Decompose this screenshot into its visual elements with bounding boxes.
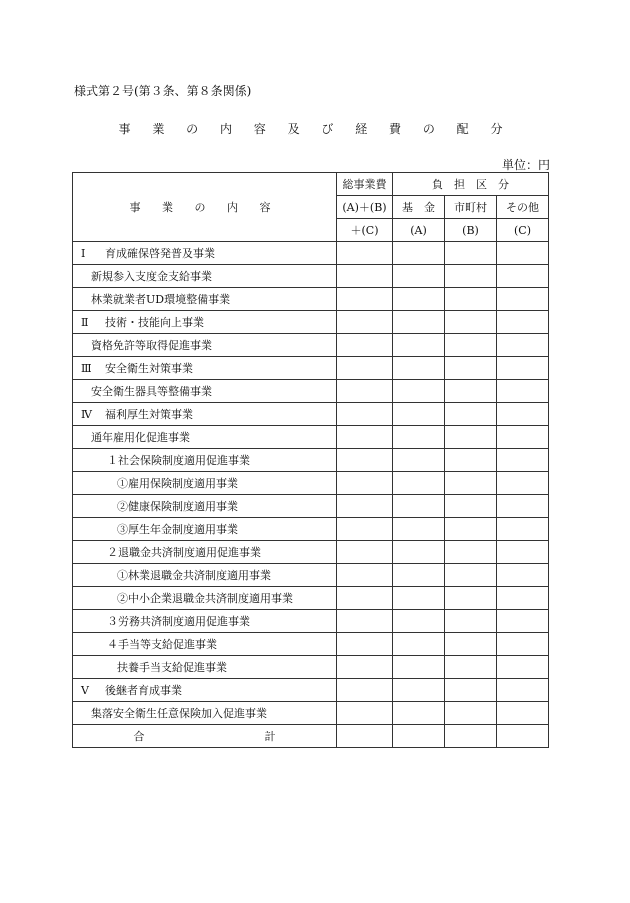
amount-cell bbox=[497, 242, 549, 265]
row-label-cell bbox=[73, 518, 337, 541]
row-label-cell bbox=[73, 610, 337, 633]
table-row bbox=[73, 334, 549, 357]
amount-cell bbox=[337, 472, 393, 495]
header-row-1 bbox=[73, 173, 549, 196]
row-label-text: 技術・技能向上事業 bbox=[105, 316, 204, 329]
row-label bbox=[73, 475, 336, 491]
table-row bbox=[73, 495, 549, 518]
row-label-text: ①林業退職金共済制度適用事業 bbox=[117, 569, 271, 582]
amount-cell bbox=[337, 702, 393, 725]
amount-cell bbox=[445, 633, 497, 656]
amount-cell bbox=[497, 265, 549, 288]
amount-cell bbox=[393, 380, 445, 403]
row-label-text: ①雇用保険制度適用事業 bbox=[117, 477, 238, 490]
amount-cell bbox=[445, 587, 497, 610]
amount-cell bbox=[337, 656, 393, 679]
row-label-cell bbox=[73, 288, 337, 311]
table-row bbox=[73, 633, 549, 656]
table-row bbox=[73, 702, 549, 725]
row-label-cell bbox=[73, 633, 337, 656]
amount-cell bbox=[393, 679, 445, 702]
amount-cell bbox=[337, 265, 393, 288]
amount-cell bbox=[445, 679, 497, 702]
amount-cell bbox=[497, 426, 549, 449]
amount-cell bbox=[497, 334, 549, 357]
amount-cell bbox=[497, 679, 549, 702]
amount-cell bbox=[445, 518, 497, 541]
header-col-c: (C) bbox=[497, 219, 549, 242]
row-label bbox=[73, 682, 336, 698]
header-total-cost: 総事業費 bbox=[337, 173, 393, 196]
row-label-cell bbox=[73, 587, 337, 610]
row-label-text: ③厚生年金制度適用事業 bbox=[117, 523, 238, 536]
row-label-text: 集落安全衛生任意保険加入促進事業 bbox=[91, 707, 267, 720]
row-label bbox=[73, 636, 336, 652]
row-label-text: 安全衛生対策事業 bbox=[105, 362, 193, 375]
amount-cell bbox=[337, 564, 393, 587]
amount-cell bbox=[337, 242, 393, 265]
row-label-text: 新規参入支度金支給事業 bbox=[91, 270, 212, 283]
row-label bbox=[73, 705, 336, 721]
table-row bbox=[73, 541, 549, 564]
row-label bbox=[73, 314, 336, 330]
amount-cell bbox=[337, 403, 393, 426]
row-label bbox=[73, 291, 336, 307]
table-row bbox=[73, 242, 549, 265]
row-label-text: 福利厚生対策事業 bbox=[105, 408, 193, 421]
roman-numeral: Ⅳ bbox=[81, 408, 92, 421]
amount-cell bbox=[445, 656, 497, 679]
row-label-cell bbox=[73, 265, 337, 288]
amount-cell bbox=[497, 518, 549, 541]
row-label bbox=[73, 521, 336, 537]
header-fund: 基 金 bbox=[393, 196, 445, 219]
row-label-text: ２退職金共済制度適用促進事業 bbox=[107, 546, 261, 559]
row-label bbox=[73, 406, 336, 422]
table-row bbox=[73, 518, 549, 541]
amount-cell bbox=[497, 656, 549, 679]
amount-cell bbox=[337, 518, 393, 541]
header-col-a: (A) bbox=[393, 219, 445, 242]
form-number: 様式第２号(第３条、第８条関係) bbox=[74, 84, 252, 98]
amount-cell bbox=[393, 656, 445, 679]
table-row bbox=[73, 564, 549, 587]
amount-cell bbox=[445, 311, 497, 334]
amount-cell bbox=[497, 357, 549, 380]
amount-cell bbox=[393, 334, 445, 357]
table-row bbox=[73, 265, 549, 288]
table-row bbox=[73, 610, 549, 633]
amount-cell bbox=[497, 587, 549, 610]
total-label-cell bbox=[73, 725, 337, 748]
total-row bbox=[73, 725, 549, 748]
row-label bbox=[73, 544, 336, 560]
amount-cell bbox=[393, 541, 445, 564]
row-label-cell bbox=[73, 679, 337, 702]
row-label-cell bbox=[73, 311, 337, 334]
row-label-text: ②中小企業退職金共済制度適用事業 bbox=[117, 592, 293, 605]
amount-cell bbox=[445, 334, 497, 357]
amount-cell bbox=[497, 403, 549, 426]
row-label-cell bbox=[73, 702, 337, 725]
amount-cell bbox=[497, 564, 549, 587]
amount-cell bbox=[337, 610, 393, 633]
amount-cell bbox=[393, 587, 445, 610]
amount-cell bbox=[337, 380, 393, 403]
amount-cell bbox=[393, 311, 445, 334]
row-label-text: 後継者育成事業 bbox=[105, 684, 182, 697]
amount-cell bbox=[497, 495, 549, 518]
amount-cell bbox=[445, 380, 497, 403]
row-label-text: 扶養手当支給促進事業 bbox=[117, 661, 227, 674]
row-label-cell bbox=[73, 380, 337, 403]
unit-label: 単位：円 bbox=[501, 158, 550, 172]
row-label-cell bbox=[73, 472, 337, 495]
amount-cell bbox=[393, 495, 445, 518]
row-label-text: 林業就業者UD環境整備事業 bbox=[91, 293, 231, 306]
amount-cell bbox=[337, 426, 393, 449]
amount-cell bbox=[393, 610, 445, 633]
row-label-cell bbox=[73, 541, 337, 564]
amount-cell bbox=[337, 288, 393, 311]
row-label-cell bbox=[73, 656, 337, 679]
amount-cell bbox=[393, 564, 445, 587]
header-municipality: 市町村 bbox=[445, 196, 497, 219]
amount-cell bbox=[445, 403, 497, 426]
amount-cell bbox=[337, 334, 393, 357]
total-amount-cell bbox=[497, 725, 549, 748]
table-row bbox=[73, 472, 549, 495]
table-row bbox=[73, 357, 549, 380]
amount-cell bbox=[445, 265, 497, 288]
row-label-cell bbox=[73, 403, 337, 426]
amount-cell bbox=[445, 495, 497, 518]
row-label-text: ４手当等支給促進事業 bbox=[107, 638, 217, 651]
amount-cell bbox=[337, 495, 393, 518]
row-label bbox=[73, 613, 336, 629]
total-amount-cell bbox=[337, 725, 393, 748]
amount-cell bbox=[393, 472, 445, 495]
table-row bbox=[73, 311, 549, 334]
table-row bbox=[73, 656, 549, 679]
roman-numeral: Ⅰ bbox=[81, 247, 86, 260]
header-col-b: (B) bbox=[445, 219, 497, 242]
amount-cell bbox=[393, 288, 445, 311]
amount-cell bbox=[445, 357, 497, 380]
roman-numeral: Ⅱ bbox=[81, 316, 89, 329]
row-label bbox=[73, 498, 336, 514]
row-label-cell bbox=[73, 564, 337, 587]
amount-cell bbox=[393, 702, 445, 725]
amount-cell bbox=[497, 380, 549, 403]
amount-cell bbox=[393, 265, 445, 288]
amount-cell bbox=[497, 311, 549, 334]
row-label-cell bbox=[73, 426, 337, 449]
row-label-cell bbox=[73, 357, 337, 380]
row-label-text: １社会保険制度適用促進事業 bbox=[107, 454, 250, 467]
table-row bbox=[73, 679, 549, 702]
table-row bbox=[73, 426, 549, 449]
amount-cell bbox=[393, 518, 445, 541]
row-label bbox=[73, 245, 336, 261]
table-row bbox=[73, 380, 549, 403]
total-label-left: 合 bbox=[133, 730, 145, 743]
amount-cell bbox=[393, 242, 445, 265]
total-label-right: 計 bbox=[264, 730, 276, 743]
amount-cell bbox=[445, 564, 497, 587]
amount-cell bbox=[393, 403, 445, 426]
header-content bbox=[73, 173, 337, 242]
row-label bbox=[73, 590, 336, 606]
amount-cell bbox=[445, 242, 497, 265]
amount-cell bbox=[497, 702, 549, 725]
header-content-label: 事 業 の 内 容 bbox=[129, 201, 280, 214]
row-label-cell bbox=[73, 449, 337, 472]
amount-cell bbox=[393, 633, 445, 656]
row-label bbox=[73, 383, 336, 399]
row-label-text: 通年雇用化促進事業 bbox=[91, 431, 190, 444]
row-label-cell bbox=[73, 495, 337, 518]
amount-cell bbox=[337, 633, 393, 656]
amount-cell bbox=[497, 449, 549, 472]
amount-cell bbox=[337, 311, 393, 334]
total-amount-cell bbox=[393, 725, 445, 748]
row-label-text: 育成確保啓発普及事業 bbox=[105, 247, 215, 260]
row-label bbox=[73, 567, 336, 583]
amount-cell bbox=[497, 472, 549, 495]
amount-cell bbox=[497, 610, 549, 633]
row-label-cell bbox=[73, 242, 337, 265]
amount-cell bbox=[337, 541, 393, 564]
amount-cell bbox=[445, 472, 497, 495]
total-amount-cell bbox=[445, 725, 497, 748]
amount-cell bbox=[445, 541, 497, 564]
amount-cell bbox=[497, 633, 549, 656]
amount-cell bbox=[445, 702, 497, 725]
roman-numeral: Ⅲ bbox=[81, 362, 92, 375]
row-label bbox=[73, 337, 336, 353]
amount-cell bbox=[497, 288, 549, 311]
table-row bbox=[73, 449, 549, 472]
budget-table bbox=[72, 172, 549, 748]
amount-cell bbox=[445, 288, 497, 311]
header-total-formula-2: ＋(C) bbox=[337, 219, 393, 242]
amount-cell bbox=[497, 541, 549, 564]
row-label bbox=[73, 360, 336, 376]
row-label-text: ②健康保険制度適用事業 bbox=[117, 500, 238, 513]
row-label bbox=[73, 429, 336, 445]
amount-cell bbox=[393, 449, 445, 472]
table-row bbox=[73, 587, 549, 610]
header-total-formula-1: (A)＋(B) bbox=[337, 196, 393, 219]
amount-cell bbox=[445, 610, 497, 633]
row-label-text: ３労務共済制度適用促進事業 bbox=[107, 615, 250, 628]
row-label-text: 資格免許等取得促進事業 bbox=[91, 339, 212, 352]
table-row bbox=[73, 288, 549, 311]
row-label bbox=[73, 659, 336, 675]
table-row bbox=[73, 403, 549, 426]
amount-cell bbox=[337, 357, 393, 380]
amount-cell bbox=[445, 426, 497, 449]
roman-numeral: Ⅴ bbox=[81, 684, 89, 697]
header-burden: 負 担 区 分 bbox=[393, 173, 549, 196]
header-other: その他 bbox=[497, 196, 549, 219]
amount-cell bbox=[445, 449, 497, 472]
amount-cell bbox=[337, 587, 393, 610]
amount-cell bbox=[337, 679, 393, 702]
amount-cell bbox=[393, 357, 445, 380]
row-label-text: 安全衛生器具等整備事業 bbox=[91, 385, 212, 398]
amount-cell bbox=[337, 449, 393, 472]
row-label-cell bbox=[73, 334, 337, 357]
row-label bbox=[73, 452, 336, 468]
amount-cell bbox=[393, 426, 445, 449]
document-title: 事 業 の 内 容 及 び 経 費 の 配 分 bbox=[118, 122, 512, 136]
row-label bbox=[73, 268, 336, 284]
